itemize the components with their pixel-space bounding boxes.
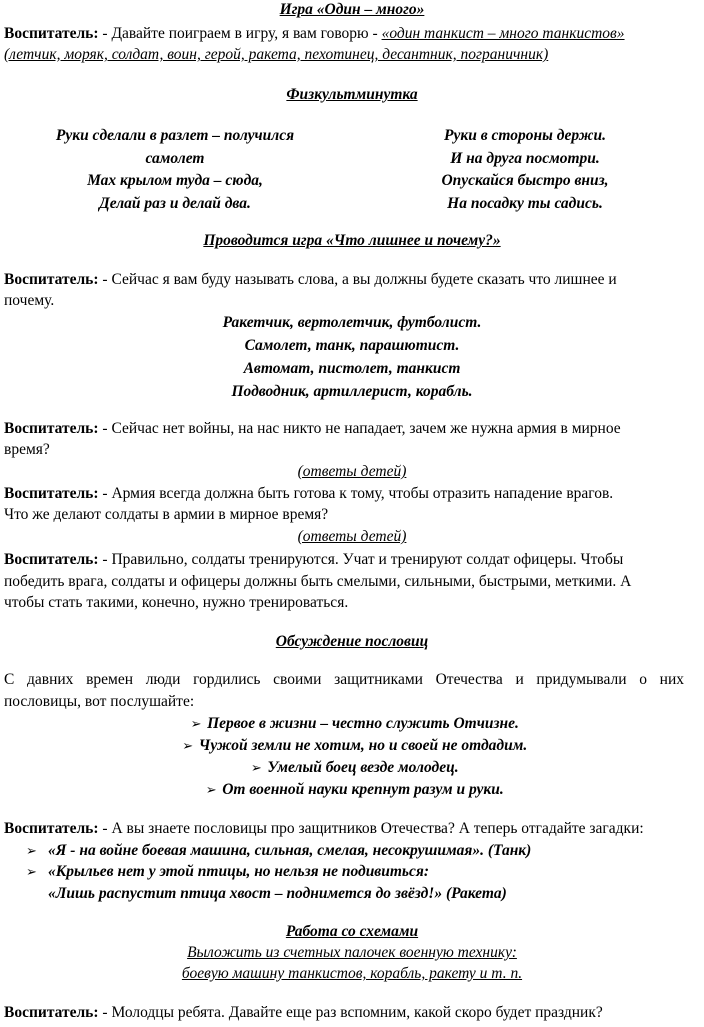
game1-title: Игра «Один – много»	[279, 1, 425, 18]
speaker-label: Воспитатель:	[4, 551, 99, 568]
fizminutka-right-column	[410, 125, 640, 215]
riddle-item: ➢ «Я - на войне боевая машина, сильная, смелая, несокрушимая». (Танк)	[26, 841, 531, 862]
speaker-label: Воспитатель:	[4, 485, 99, 502]
poem-line: Руки сделали в разлет – получился	[55, 127, 295, 144]
arrow-bullet-icon: ➢	[182, 739, 194, 754]
schemes-line2: боевую машину танкистов, корабль, ракету и т. п.	[181, 965, 523, 982]
arrow-bullet-icon: ➢	[26, 844, 37, 859]
dialog-a2-line2: победить врага, солдаты и офицеры должны быть смелыми, сильными, быстрыми, меткими. А	[4, 573, 632, 590]
proverbs-intro-line2: пословицы, вот послушайте:	[4, 693, 195, 710]
game2-item: Автомат, пистолет, танкист	[243, 360, 461, 377]
riddle-item: ➢ «Крыльев нет у этой птицы, но нельзя не подивиться:	[26, 862, 429, 883]
schemes-title: Работа со схемами	[285, 923, 419, 940]
game2-item: Ракетчик, вертолетчик, футболист.	[222, 314, 482, 331]
proverb-item: ➢ Чужой земли не хотим, но и своей не отдадим.	[0, 736, 704, 757]
arrow-bullet-icon: ➢	[250, 761, 262, 776]
arrow-bullet-icon: ➢	[205, 783, 217, 798]
arrow-bullet-icon: ➢	[190, 717, 202, 732]
final-paragraph	[4, 1003, 603, 1023]
speaker-label: Воспитатель:	[4, 420, 99, 437]
proverb-item: ➢ Умелый боец везде молодец.	[0, 758, 704, 779]
game2-title: Проводится игра «Что лишнее и почему?»	[203, 232, 501, 249]
game2-paragraph	[4, 270, 617, 290]
speaker-label: Воспитатель:	[4, 820, 99, 837]
game1-text: - Давайте поиграем в игру, я вам говорю -	[98, 25, 382, 42]
dialog-answer1-line1	[4, 484, 613, 504]
riddles-text: - А вы знаете пословицы про защитников Отечества? А теперь отгадайте загадки:	[98, 820, 644, 837]
dialog-a2-line3: чтобы стать такими, конечно, нужно тренироваться.	[4, 594, 349, 611]
children-answers: (ответы детей)	[297, 528, 407, 545]
dialog-q1-line2: время?	[4, 441, 50, 458]
dialog-a2-text: - Правильно, солдаты тренируются. Учат и тренируют солдат офицеры. Чтобы	[98, 551, 624, 568]
poem-line: Мах крылом туда – сюда,	[87, 172, 263, 189]
poem-line: Делай раз и делай два.	[99, 194, 251, 212]
game1-example: «один танкист – много танкистов»	[381, 25, 625, 42]
poem-line: И на друга посмотри.	[450, 149, 600, 167]
game1-words: (летчик, моряк, солдат, воин, герой, ракета, пехотинец, десантник, пограничник)	[4, 46, 549, 63]
proverb-item: ➢ От военной науки крепнут разум и руки.	[0, 780, 704, 801]
riddle-answer: (Ракета)	[442, 885, 507, 902]
dialog-question-line1	[4, 419, 621, 439]
speaker-label: Воспитатель:	[4, 271, 99, 288]
dialog-a1-line2: Что же делают солдаты в армии в мирное время?	[4, 506, 329, 523]
dialog-answer2-line1	[4, 550, 623, 570]
game2-item: Подводник, артиллерист, корабль.	[231, 383, 473, 400]
riddle-line: «Лишь распустит птица хвост – поднимется до звёзд!» (Ракета)	[48, 885, 507, 902]
arrow-bullet-icon: ➢	[26, 865, 37, 880]
game2-text-line2: почему.	[4, 292, 55, 309]
speaker-label: Воспитатель:	[4, 25, 99, 42]
game1-paragraph	[4, 24, 625, 44]
poem-line: Руки в стороны держи.	[444, 127, 606, 144]
riddle-answer: (Танк)	[484, 842, 532, 859]
proverbs-intro-line1: С давних времен люди гордились своими защитниками Отечества и придумывали о них	[4, 671, 684, 688]
game2-text-line1: - Сейчас я вам буду называть слова, а вы должны будете сказать что лишнее и	[98, 271, 617, 288]
poem-line: Опускайся быстро вниз,	[441, 172, 609, 189]
final-text: - Молодцы ребята. Давайте еще раз вспомним, какой скоро будет праздник?	[98, 1004, 603, 1021]
speaker-label: Воспитатель:	[4, 1004, 99, 1021]
fizminutka-left-column	[30, 125, 320, 215]
schemes-line1: Выложить из счетных палочек военную технику:	[187, 944, 517, 961]
fizminutka-title: Физкультминутка	[286, 86, 418, 103]
riddles-intro	[4, 819, 644, 839]
poem-line: самолет	[145, 149, 205, 167]
game2-item: Самолет, танк, парашютист.	[244, 337, 460, 354]
dialog-a1-text: - Армия всегда должна быть готова к тому, чтобы отразить нападение врагов.	[98, 485, 614, 502]
dialog-q1-text: - Сейчас нет войны, на нас никто не нападает, зачем же нужна армия в мирное	[98, 420, 621, 437]
proverb-item: ➢ Первое в жизни – честно служить Отчизне.	[0, 714, 704, 735]
poem-line: На посадку ты садись.	[447, 194, 603, 212]
children-answers: (ответы детей)	[297, 463, 407, 480]
proverbs-title: Обсуждение пословиц	[275, 633, 429, 650]
